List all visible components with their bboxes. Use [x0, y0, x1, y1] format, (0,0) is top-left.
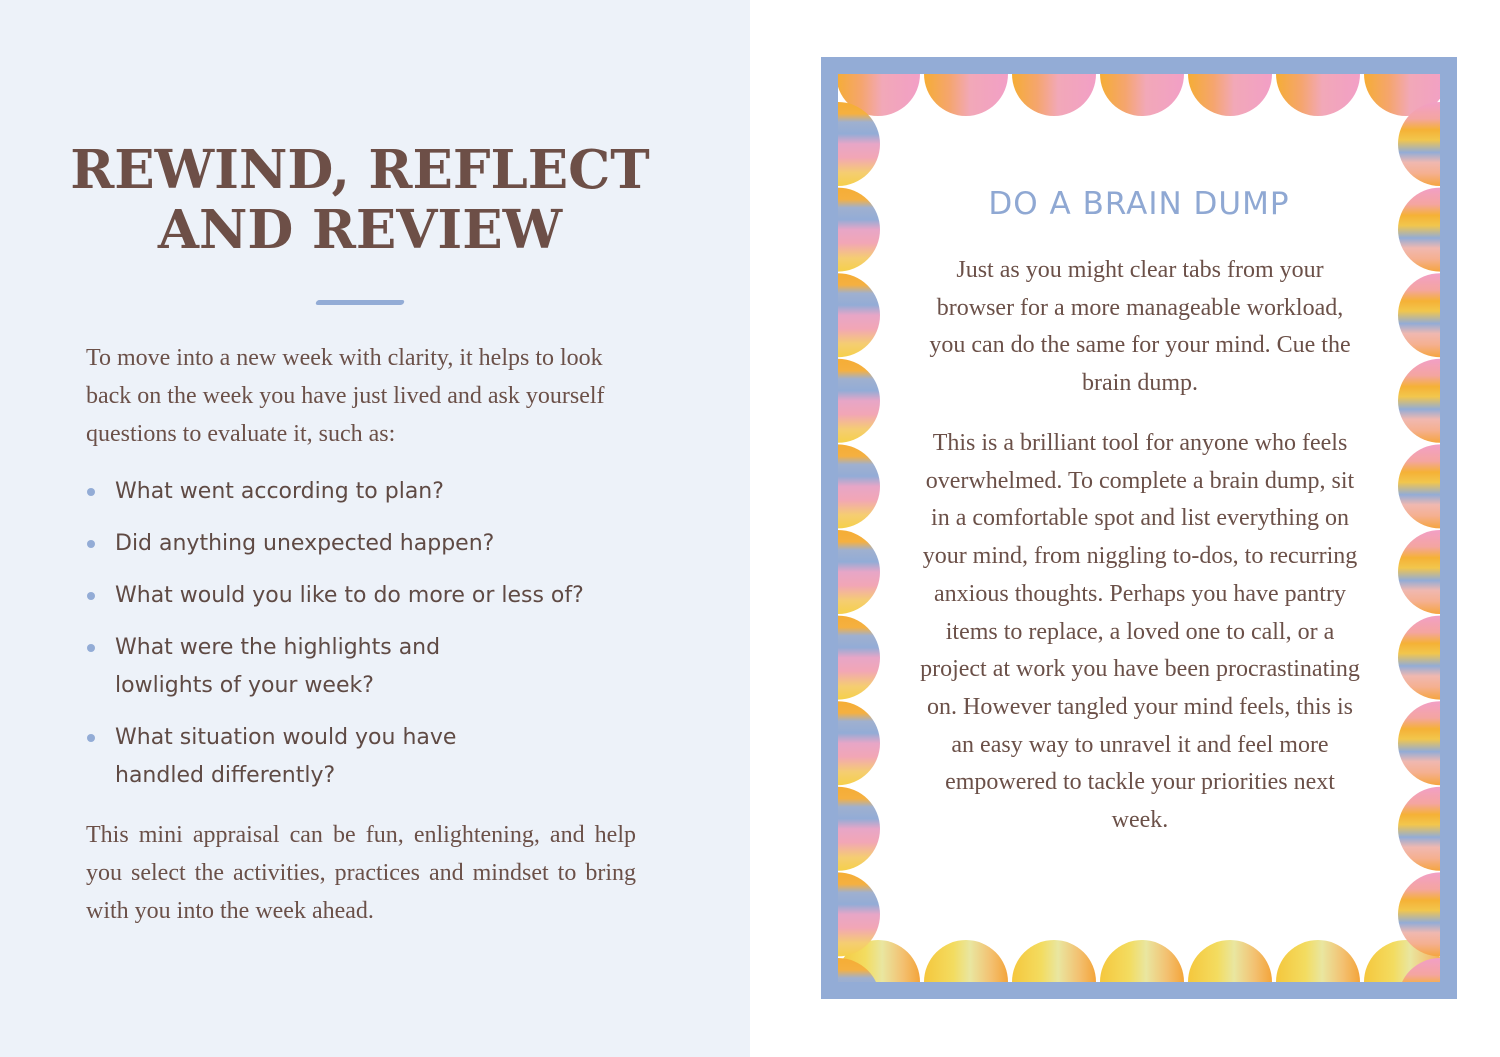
bullet-dot — [87, 592, 95, 600]
question-text: What would you like to do more or less of? — [115, 583, 584, 608]
title-divider — [315, 300, 405, 305]
question-text: Did anything unexpected happen? — [115, 531, 495, 556]
bullet-dot — [87, 540, 95, 548]
scallop-left — [838, 444, 880, 528]
card-paragraph-1: Just as you might clear tabs from your browser for a more manageable workload, you can do the same for your mind. Cue the brain dump. — [929, 257, 1351, 397]
scallop-bottom — [1012, 940, 1096, 982]
scallop-left — [838, 787, 880, 871]
question-text: What went according to plan? — [115, 479, 444, 504]
scallop-left — [838, 616, 880, 700]
scallop-top — [1100, 74, 1184, 116]
list-item — [86, 473, 646, 511]
scallop-top — [1012, 74, 1096, 116]
scallop-left — [838, 273, 880, 357]
bullet-dot — [87, 488, 95, 496]
scallop-right — [1398, 616, 1440, 700]
scallop-right — [1398, 701, 1440, 785]
title-line-2: AND REVIEW — [157, 199, 563, 261]
scallop-bottom — [1100, 940, 1184, 982]
closing-paragraph: This mini appraisal can be fun, enlightening, and help you select the activities, practices and mindset to bring with you into the week ahead. — [86, 822, 636, 924]
list-item — [86, 629, 646, 705]
list-item — [86, 577, 646, 615]
scallop-top — [1276, 74, 1360, 116]
intro-paragraph: To move into a new week with clarity, it helps to look back on the week you have just lived and ask yourself questions to evaluate it, such as: — [86, 345, 605, 447]
title-line-1: REWIND, REFLECT — [70, 139, 650, 201]
scallop-right — [1398, 273, 1440, 357]
scallop-bottom — [1276, 940, 1360, 982]
scallop-top — [1188, 74, 1272, 116]
scallop-right — [1398, 530, 1440, 614]
question-text: What situation would you have handled differently? — [115, 725, 457, 788]
scallop-left — [838, 701, 880, 785]
list-item — [86, 525, 646, 563]
question-text: What were the highlights and lowlights of your week? — [115, 635, 441, 698]
scallop-left — [838, 359, 880, 443]
scallop-right — [1398, 444, 1440, 528]
scallop-right — [1398, 359, 1440, 443]
bullet-dot — [87, 734, 95, 742]
list-item — [86, 719, 646, 795]
card-paragraph-2: This is a brilliant tool for anyone who feels overwhelmed. To complete a brain dump, sit in a comfortable spot and list everything on your mind, from niggling to-dos, to recurring anxious thoughts. Perhaps you have pantry items to replace, a loved one to call, or a project at work you have been procrastinating on. However tangled your mind feels, this is an easy way to unravel it and feel more empowered to tackle your priorities next week. — [920, 430, 1360, 834]
scallop-left — [838, 530, 880, 614]
scallop-right — [1398, 787, 1440, 871]
scallop-top — [924, 74, 1008, 116]
scallop-bottom — [924, 940, 1008, 982]
bullet-dot — [87, 644, 95, 652]
scallop-bottom — [1188, 940, 1272, 982]
page-title — [60, 140, 660, 260]
card-heading: DO A BRAIN DUMP — [988, 186, 1290, 222]
questions-list — [86, 473, 646, 809]
